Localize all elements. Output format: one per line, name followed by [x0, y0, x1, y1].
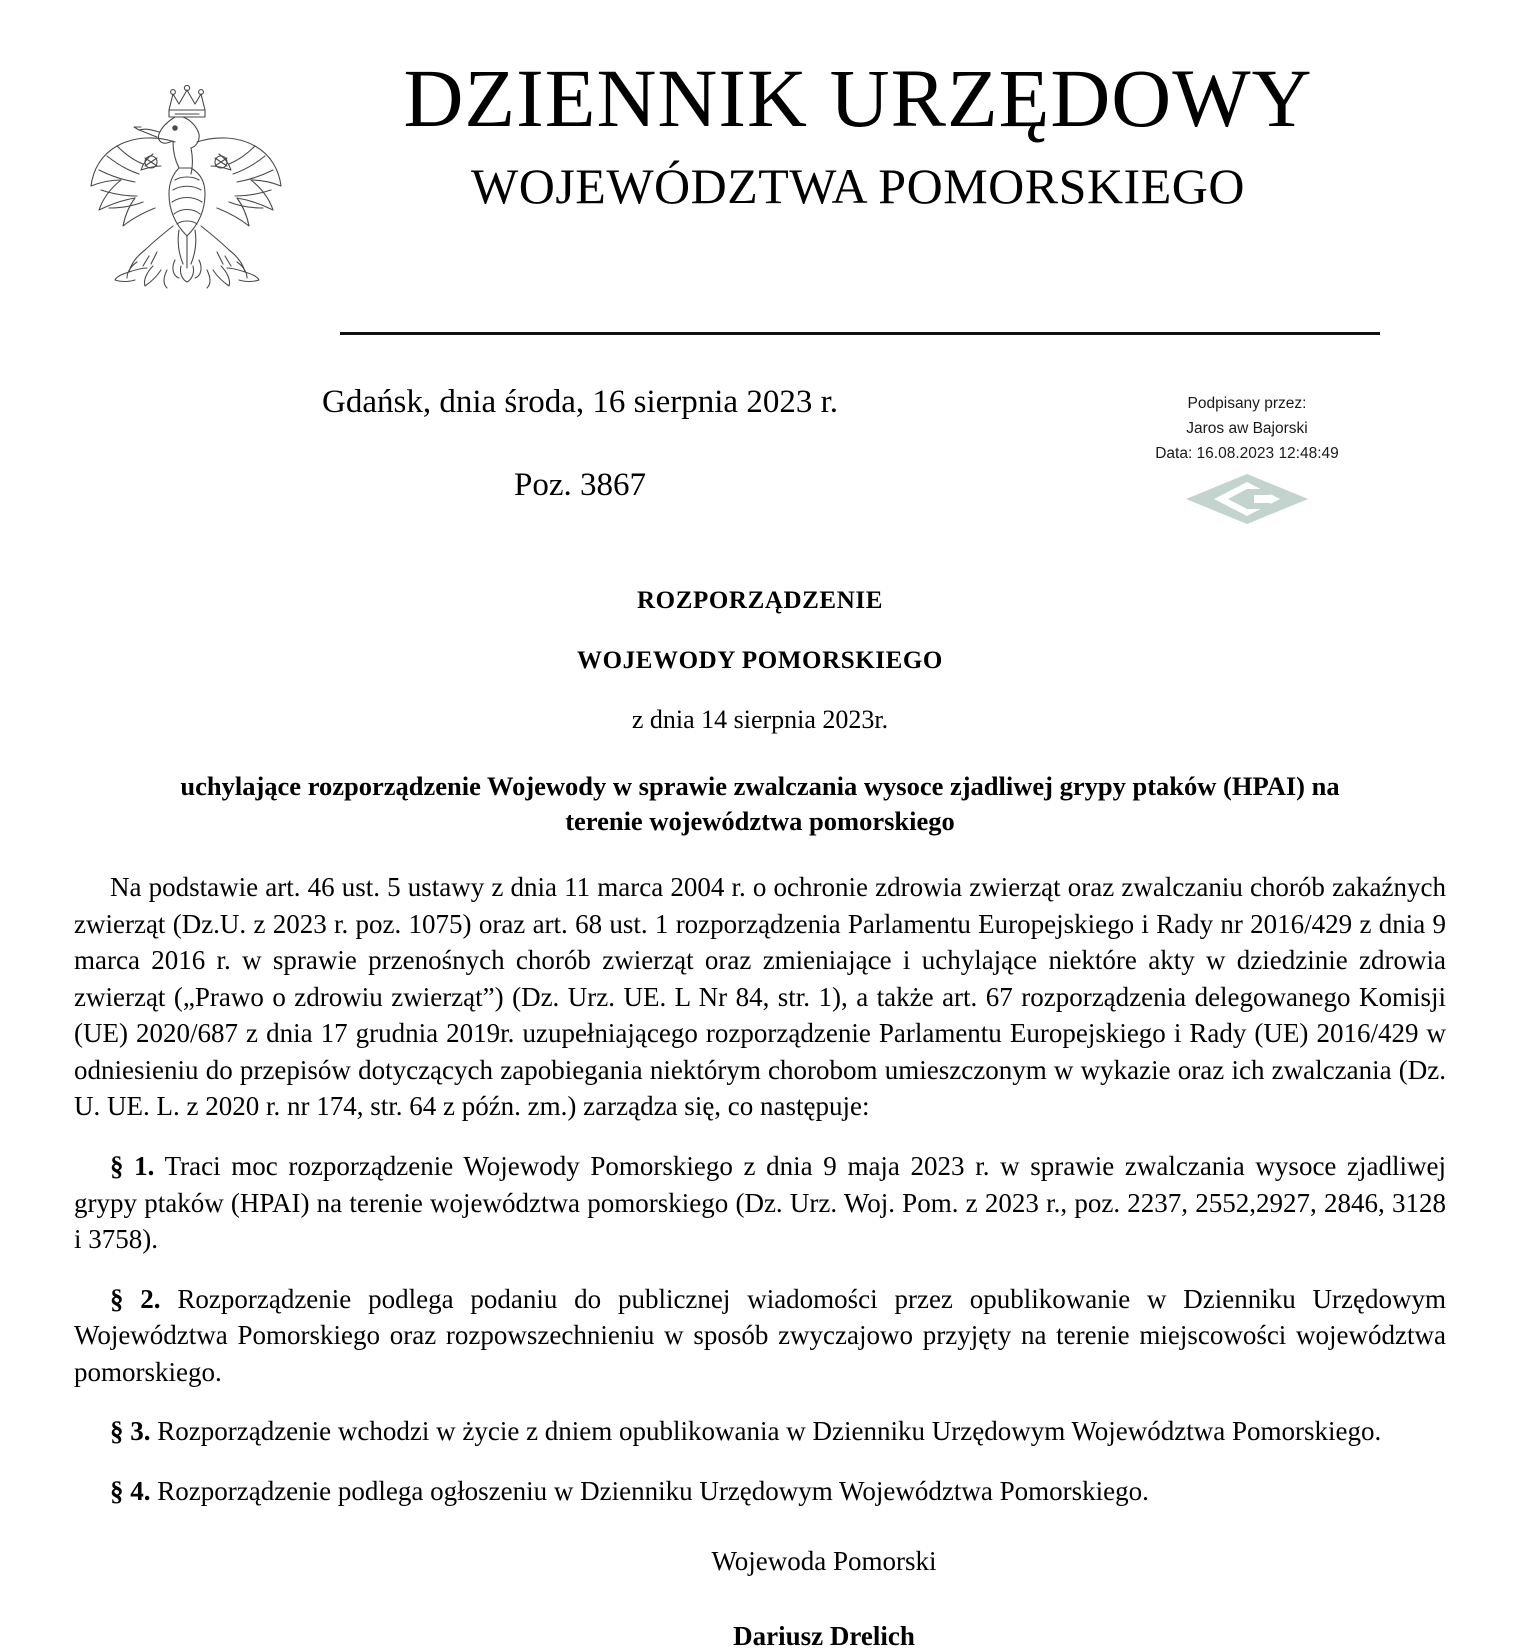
section-marker-2: § 2. — [110, 1283, 161, 1314]
issue-position: Poz. 3867 — [514, 466, 646, 503]
section-marker-3: § 3. — [110, 1416, 151, 1447]
issue-meta — [90, 383, 1070, 504]
preamble-paragraph: Na podstawie art. 46 ust. 5 ustawy z dnia 11 marca 2004 r. o ochronie zdrowia zwierząt oraz zwalczaniu chorób zakaźnych zwierząt (Dz.U. z 2023 r. poz. 1075) oraz art. 68 ust. 1 rozporządzenia Parlamentu Europejskiego i Rady nr 2016/429 z dnia 9 marca 2016 r. w sprawie przenośnych chorób zwierząt oraz zmieniające i uchylające niektóre akty w dziedzinie zdrowia zwierząt („Prawo o zdrowiu zwierząt”) (Dz. Urz. UE. L Nr 84, str. 1), a także art. 67 rozporządzenia delegowanego Komisji (UE) 2020/687 z dnia 17 grudnia 2019r. uzupełniającego rozporządzenie Parlamentu Europejskiego i Rady (UE) 2016/429 w odniesieniu do przepisów dotyczących zapobiegania niektórym chorobom umieszczonym w wykazie oraz ich zwalczania (Dz. U. UE. L. z 2020 r. nr 174, str. 64 z późn. zm.) zarządza się, co następuje: — [74, 871, 1446, 1122]
gazette-title: DZIENNIK URZĘDOWY — [403, 52, 1313, 144]
section-marker-1: § 1. — [110, 1150, 155, 1181]
esignature-signed-by-label: Podpisany przez: — [1187, 395, 1307, 412]
section-marker-4: § 4. — [110, 1476, 151, 1507]
section-paragraph-2 — [74, 1281, 1446, 1391]
section-text-2: Rozporządzenie podlega podaniu do publicznej wiadomości przez opublikowanie w Dzienniku Urzędowym Województwa Pomorskiego oraz rozpowszechnieniu w sposób zwyczajowo przyjęty na terenie miejscowości województwa pomorskiego. — [74, 1283, 1447, 1387]
electronic-signature-stamp — [1122, 391, 1372, 526]
issue-meta-row — [0, 383, 1520, 573]
polish-eagle-emblem-icon — [87, 70, 287, 292]
gazette-subtitle: WOJEWÓDZTWA POMORSKIEGO — [471, 158, 1245, 215]
act-kind: ROZPORZĄDZENIE — [637, 587, 883, 614]
section-text-4: Rozporządzenie podlega ogłoszeniu w Dzienniku Urzędowym Województwa Pomorskiego. — [157, 1476, 1149, 1507]
signoff-name: Dariusz Drelich — [733, 1620, 915, 1649]
section-text-3: Rozporządzenie wchodzi w życie z dniem opublikowania w Dzienniku Urzędowym Województwa Pomorskiego. — [157, 1416, 1382, 1447]
section-paragraph-1 — [74, 1148, 1446, 1258]
act-title-block — [0, 587, 1520, 839]
emblem-container — [72, 56, 302, 292]
masthead-divider-wrap — [0, 332, 1520, 335]
act-subject: uchylające rozporządzenie Wojewody w sprawie zwalczania wysoce zjadliwej grypy ptaków (HPAI) na terenie województwa pomorskiego — [180, 771, 1340, 836]
esignature-date: Data: 16.08.2023 12:48:49 — [1155, 445, 1339, 463]
masthead — [0, 0, 1520, 292]
signoff-role: Wojewoda Pomorski — [711, 1545, 937, 1576]
masthead-divider — [340, 332, 1380, 335]
issue-place-date: Gdańsk, dnia środa, 16 sierpnia 2023 r. — [322, 384, 838, 420]
act-body — [0, 869, 1520, 1510]
act-date: z dnia 14 sierpnia 2023r. — [631, 705, 889, 734]
act-authority: WOJEWODY POMORSKIEGO — [577, 647, 943, 674]
esignature-diamond-logo-icon — [1184, 472, 1310, 526]
section-paragraph-3 — [74, 1413, 1446, 1450]
signoff-block — [0, 1546, 1520, 1649]
masthead-titles — [302, 52, 1448, 215]
section-text-1: Traci moc rozporządzenie Wojewody Pomorskiego z dnia 9 maja 2023 r. w sprawie zwalczania wysoce zjadliwej grypy ptaków (HPAI) na terenie województwa pomorskiego (Dz. Urz. Woj. Pom. z 2023 r., poz. 2237, 2552,2927, 2846, 3128 i 3758). — [74, 1150, 1447, 1255]
signoff-inner — [594, 1546, 1054, 1649]
esignature-signer-name: Jaros aw Bajorski — [1186, 420, 1308, 438]
section-paragraph-4 — [74, 1473, 1446, 1510]
